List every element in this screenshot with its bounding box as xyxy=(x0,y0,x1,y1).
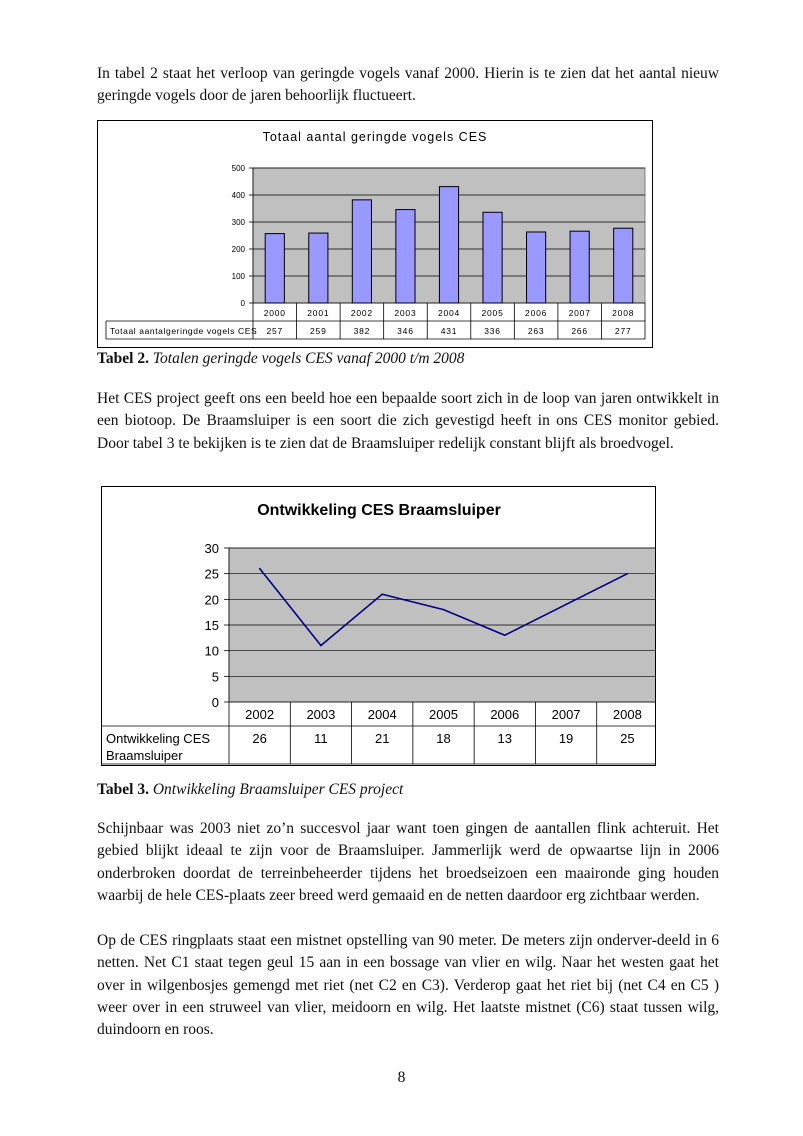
bar xyxy=(265,234,284,303)
data-value-label: 21 xyxy=(374,731,390,746)
data-point xyxy=(443,609,445,611)
data-value-label: 26 xyxy=(252,731,267,746)
data-value-label: 11 xyxy=(314,731,328,746)
caption-tabel-2-text: Totalen geringde vogels CES vanaf 2000 t/m 2008 xyxy=(152,350,465,367)
bar xyxy=(396,210,415,303)
data-value-label: 277 xyxy=(614,326,632,336)
bar xyxy=(570,231,589,303)
x-category-label: 2002 xyxy=(245,707,275,722)
data-point xyxy=(381,593,383,595)
data-value-label: 18 xyxy=(436,731,451,746)
bar xyxy=(352,200,371,303)
paragraph-ces-project: Het CES project geeft ons een beeld hoe een bepaalde soort zich in de loop van jaren ontwikkelt in een biotoop. De Braamsluiper is een soort die zich gevestigd heeft in ons CES monitor gebied. Door tabel 3 te bekijken is te zien dat de Braamsluiper redelijk constant blijft als broedvogel. xyxy=(97,390,719,452)
y-tick-label: 100 xyxy=(231,272,245,281)
line-chart-svg xyxy=(102,487,655,765)
y-tick-label: 10 xyxy=(204,643,219,659)
data-value-label: 25 xyxy=(620,731,635,746)
caption-tabel-3 xyxy=(97,781,403,799)
page-number: 8 xyxy=(397,1069,406,1086)
y-tick-label: 0 xyxy=(240,299,245,308)
y-tick-label: 500 xyxy=(231,164,245,173)
y-tick-label: 200 xyxy=(231,245,245,254)
x-category-label: 2003 xyxy=(394,308,417,318)
table-series-label xyxy=(106,731,210,763)
x-category-label: 2000 xyxy=(263,308,286,318)
bar xyxy=(309,233,328,303)
paragraph-2003: Schijnbaar was 2003 niet zo’n succesvol jaar want toen gingen de aantallen flink achteruit. Het gebied blijkt ideaal te zijn voor de Braamsluiper. Jammerlijk werd de opwaartse lijn in 2006 onderbroken doordat de terreinbeheerder tijdens het broedseizoen een maaironde ging houden waarbij de hele CES-plaats zeer breed werd gemaaid en de netten daardoor erg zichtbaar werden. xyxy=(97,820,719,904)
paragraph-intro-table2: In tabel 2 staat het verloop van geringde vogels vanaf 2000. Hierin is te zien dat het aantal nieuw geringde vogels door de jaren behoorlijk fluctueert. xyxy=(97,65,719,105)
bar xyxy=(439,187,458,303)
bar xyxy=(483,212,502,303)
x-category-label: 2001 xyxy=(307,308,330,318)
data-value-label: 266 xyxy=(571,326,588,336)
bar xyxy=(527,232,546,303)
x-category-label: 2008 xyxy=(612,707,642,722)
y-tick-label: 15 xyxy=(204,618,219,633)
table-series-label-line1: Ontwikkeling CES xyxy=(106,731,211,746)
bar-chart-svg xyxy=(98,121,652,347)
table-series-label: Totaal aantalgeringde vogels CES xyxy=(110,326,258,336)
y-tick-label: 5 xyxy=(211,669,219,685)
x-category-label: 2002 xyxy=(350,308,373,318)
data-value-label: 431 xyxy=(440,326,458,336)
x-category-label: 2008 xyxy=(612,308,635,318)
chart-totaal-geringde-vogels xyxy=(97,120,653,348)
y-tick-label: 25 xyxy=(204,566,219,582)
data-point xyxy=(320,645,322,647)
data-point xyxy=(504,634,506,636)
data-point xyxy=(627,573,629,575)
data-value-label: 259 xyxy=(310,326,327,336)
chart-braamsluiper xyxy=(101,486,656,766)
chart-title: Ontwikkeling CES Braamsluiper xyxy=(257,502,501,519)
caption-tabel-3-label: Tabel 3. xyxy=(97,781,149,798)
x-category-label: 2005 xyxy=(429,707,458,722)
bar xyxy=(614,228,633,303)
data-value-label: 19 xyxy=(558,731,574,746)
data-value-label: 257 xyxy=(266,326,284,336)
x-category-label: 2006 xyxy=(525,308,548,318)
data-value-label: 263 xyxy=(527,326,545,336)
y-tick-label: 400 xyxy=(231,191,245,200)
chart-title: Totaal aantal geringde vogels CES xyxy=(262,130,488,144)
table-series-label-line2: Braamsluiper xyxy=(106,748,183,763)
data-point xyxy=(565,604,567,606)
data-value-label: 13 xyxy=(497,731,513,746)
x-category-label: 2005 xyxy=(481,308,504,318)
data-point xyxy=(259,568,261,570)
x-category-label: 2004 xyxy=(367,707,397,722)
caption-tabel-2 xyxy=(97,350,464,368)
caption-tabel-3-text: Ontwikkeling Braamsluiper CES project xyxy=(152,781,404,798)
x-category-label: 2006 xyxy=(490,707,520,722)
x-category-label: 2003 xyxy=(306,707,336,722)
data-value-label: 382 xyxy=(353,326,371,336)
x-category-label: 2007 xyxy=(551,707,581,722)
x-category-label: 2004 xyxy=(437,308,461,318)
paragraph-ringplaats: Op de CES ringplaats staat een mistnet opstelling van 90 meter. De meters zijn onderver-deeld in 6 netten. Net C1 staat tegen geul 15 aan in een bossage van vlier en wilg. Naar het westen gaat het over in wilgenbosjes gemengd met riet (net C2 en C3). Verderop gaat het riet bij (net C4 en C5 ) weer over in een struweel van vlier, meidoorn en wilg. Het laatste mistnet (C6) staat tussen wilg, duindoorn en roos. xyxy=(97,932,719,1039)
y-tick-label: 20 xyxy=(204,592,219,608)
y-tick-label: 300 xyxy=(231,218,245,227)
data-value-label: 346 xyxy=(397,326,414,336)
y-tick-label: 30 xyxy=(204,541,219,556)
x-category-label: 2007 xyxy=(568,308,591,318)
data-value-label: 336 xyxy=(484,326,501,336)
y-tick-label: 0 xyxy=(211,695,219,710)
caption-tabel-2-label: Tabel 2. xyxy=(97,350,149,367)
